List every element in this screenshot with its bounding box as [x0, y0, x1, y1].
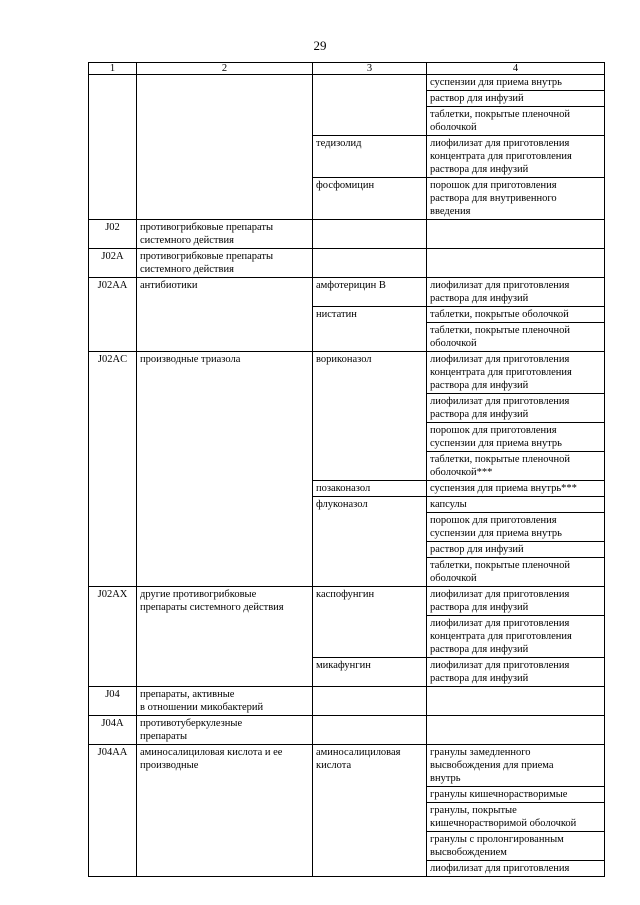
dosage-form-cell: лиофилизат для приготовления раствора для инфузий [427, 658, 605, 687]
atc-code-cell: J04 [89, 687, 137, 716]
drug-name-cell: тедизолид [313, 136, 427, 178]
dosage-form-cell [427, 687, 605, 716]
atc-code-cell: J04A [89, 716, 137, 745]
dosage-form-cell: лиофилизат для приготовления концентрата для приготовления раствора для инфузий [427, 136, 605, 178]
atc-code-cell: J02AC [89, 352, 137, 587]
dosage-form-cell: порошок для приготовления суспензии для приема внутрь [427, 513, 605, 542]
dosage-form-cell: раствор для инфузий [427, 91, 605, 107]
page-number: 29 [313, 38, 327, 53]
table-row [89, 352, 605, 394]
atc-code-cell: J02A [89, 249, 137, 278]
column-header-1: 1 [89, 63, 137, 75]
drug-name-cell: микафунгин [313, 658, 427, 687]
group-name-cell: аминосалициловая кислота и ее производные [137, 745, 313, 877]
group-name-cell: препараты, активные в отношении микобактерий [137, 687, 313, 716]
dosage-form-cell: порошок для приготовления раствора для внутривенного введения [427, 178, 605, 220]
drug-name-cell [313, 220, 427, 249]
group-name-cell: производные триазола [137, 352, 313, 587]
dosage-form-cell: суспензия для приема внутрь*** [427, 481, 605, 497]
atc-code-cell: J02 [89, 220, 137, 249]
table-row [89, 220, 605, 249]
drug-name-cell: амфотерицин В [313, 278, 427, 307]
dosage-form-cell: суспензии для приема внутрь [427, 75, 605, 91]
drug-name-cell [313, 687, 427, 716]
table-row [89, 687, 605, 716]
dosage-form-cell [427, 716, 605, 745]
table-row [89, 716, 605, 745]
dosage-form-cell: капсулы [427, 497, 605, 513]
dosage-form-cell: гранулы с пролонгированным высвобождением [427, 832, 605, 861]
drug-name-cell: вориконазол [313, 352, 427, 481]
group-name-cell: другие противогрибковые препараты системного действия [137, 587, 313, 687]
drug-name-cell [313, 249, 427, 278]
atc-code-cell: J02AX [89, 587, 137, 687]
group-name-cell: антибиотики [137, 278, 313, 352]
dosage-form-cell: лиофилизат для приготовления раствора для инфузий [427, 278, 605, 307]
table-row [89, 745, 605, 787]
atc-code-cell: J04AA [89, 745, 137, 877]
table-row [89, 249, 605, 278]
group-name-cell: противогрибковые препараты системного действия [137, 249, 313, 278]
dosage-form-cell: лиофилизат для приготовления раствора для инфузий [427, 394, 605, 423]
dosage-form-cell: таблетки, покрытые пленочной оболочкой*** [427, 452, 605, 481]
table-row [89, 75, 605, 91]
dosage-form-cell: раствор для инфузий [427, 542, 605, 558]
column-header-2: 2 [137, 63, 313, 75]
drug-name-cell: нистатин [313, 307, 427, 352]
atc-code-cell [89, 75, 137, 220]
group-name-cell: противотуберкулезные препараты [137, 716, 313, 745]
dosage-form-cell: таблетки, покрытые пленочной оболочкой [427, 107, 605, 136]
table-header-row [89, 63, 605, 75]
drug-name-cell: позаконазол [313, 481, 427, 497]
group-name-cell: противогрибковые препараты системного действия [137, 220, 313, 249]
table-row [89, 278, 605, 307]
group-name-cell [137, 75, 313, 220]
dosage-form-cell [427, 249, 605, 278]
drug-name-cell: каспофунгин [313, 587, 427, 658]
dosage-form-cell: лиофилизат для приготовления концентрата для приготовления раствора для инфузий [427, 616, 605, 658]
dosage-form-cell: гранулы, покрытые кишечнорастворимой оболочкой [427, 803, 605, 832]
drug-name-cell: аминосалициловая кислота [313, 745, 427, 877]
drug-table [88, 62, 605, 877]
dosage-form-cell: таблетки, покрытые пленочной оболочкой [427, 323, 605, 352]
dosage-form-cell: лиофилизат для приготовления раствора для инфузий [427, 587, 605, 616]
dosage-form-cell: таблетки, покрытые пленочной оболочкой [427, 558, 605, 587]
dosage-form-cell: лиофилизат для приготовления концентрата для приготовления раствора для инфузий [427, 352, 605, 394]
column-header-4: 4 [427, 63, 605, 75]
drug-name-cell: флуконазол [313, 497, 427, 587]
dosage-form-cell: гранулы замедленного высвобождения для приема внутрь [427, 745, 605, 787]
drug-name-cell [313, 75, 427, 136]
dosage-form-cell: гранулы кишечнорастворимые [427, 787, 605, 803]
dosage-form-cell: порошок для приготовления суспензии для приема внутрь [427, 423, 605, 452]
dosage-form-cell: таблетки, покрытые оболочкой [427, 307, 605, 323]
column-header-3: 3 [313, 63, 427, 75]
drug-name-cell [313, 716, 427, 745]
dosage-form-cell: лиофилизат для приготовления [427, 861, 605, 877]
table-row [89, 587, 605, 616]
atc-code-cell: J02AA [89, 278, 137, 352]
drug-name-cell: фосфомицин [313, 178, 427, 220]
dosage-form-cell [427, 220, 605, 249]
